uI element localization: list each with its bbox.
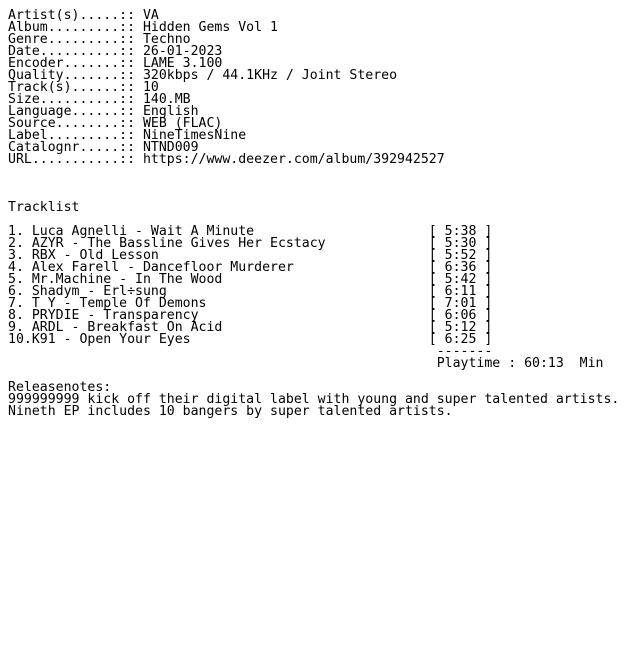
track-row: 6. Shadym - Erl÷sung [ 6:11 ]: [8, 284, 493, 299]
track-row: 3. RBX - Old Lesson [ 5:52 ]: [8, 248, 493, 263]
info-label: Label.........:: NineTimesNine: [8, 128, 247, 143]
blank-line: [8, 190, 619, 202]
track-row: 8. PRYDIE - Transparency [ 6:06 ]: [8, 308, 493, 323]
releasenotes-heading: Releasenotes:: [8, 380, 112, 395]
playtime-separator: -------: [8, 344, 493, 359]
info-size: Size..........:: 140.MB: [8, 92, 191, 107]
blank-line: [8, 178, 619, 190]
info-source: Source........:: WEB (FLAC): [8, 116, 223, 131]
track-row: 9. ARDL - Breakfast On Acid [ 5:12 ]: [8, 320, 493, 335]
tracklist-heading: Tracklist: [8, 200, 80, 215]
track-row: 2. AZYR - The Bassline Gives Her Ecstacy [ 5:30 ]: [8, 236, 493, 251]
info-date: Date..........:: 26-01-2023: [8, 44, 223, 59]
releasenotes-line: 999999999 kick off their digital label with young and super talented artists.: [8, 392, 620, 407]
track-row: 5. Mr.Machine - In The Wood [ 5:42 ]: [8, 272, 493, 287]
track-row: 10.K91 - Open Your Eyes [ 6:25 ]: [8, 332, 493, 347]
info-catalognr: Catalognr.....:: NTND009: [8, 140, 199, 155]
blank-line: [8, 166, 619, 178]
info-language: Language......:: English: [8, 104, 199, 119]
info-artist: Artist(s).....:: VA: [8, 8, 159, 23]
track-row: 7. T Y - Temple Of Demons [ 7:01 ]: [8, 296, 493, 311]
info-encoder: Encoder.......:: LAME 3.100: [8, 56, 223, 71]
nfo-text: [8, 10, 619, 418]
info-genre: Genre.........:: Techno: [8, 32, 191, 47]
info-album: Album.........:: Hidden Gems Vol 1: [8, 20, 278, 35]
track-row: 4. Alex Farell - Dancefloor Murderer [ 6:36 ]: [8, 260, 493, 275]
releasenotes-line: Nineth EP includes 10 bangers by super talented artists.: [8, 404, 453, 419]
info-url: URL...........:: https://www.deezer.com/album/392942527: [8, 152, 445, 167]
info-tracks: Track(s)......:: 10: [8, 80, 159, 95]
track-row: 1. Luca Agnelli - Wait A Minute [ 5:38 ]: [8, 224, 493, 239]
playtime-total: Playtime : 60:13 Min: [8, 356, 604, 371]
info-quality: Quality.......:: 320kbps / 44.1KHz / Joint Stereo: [8, 68, 398, 83]
